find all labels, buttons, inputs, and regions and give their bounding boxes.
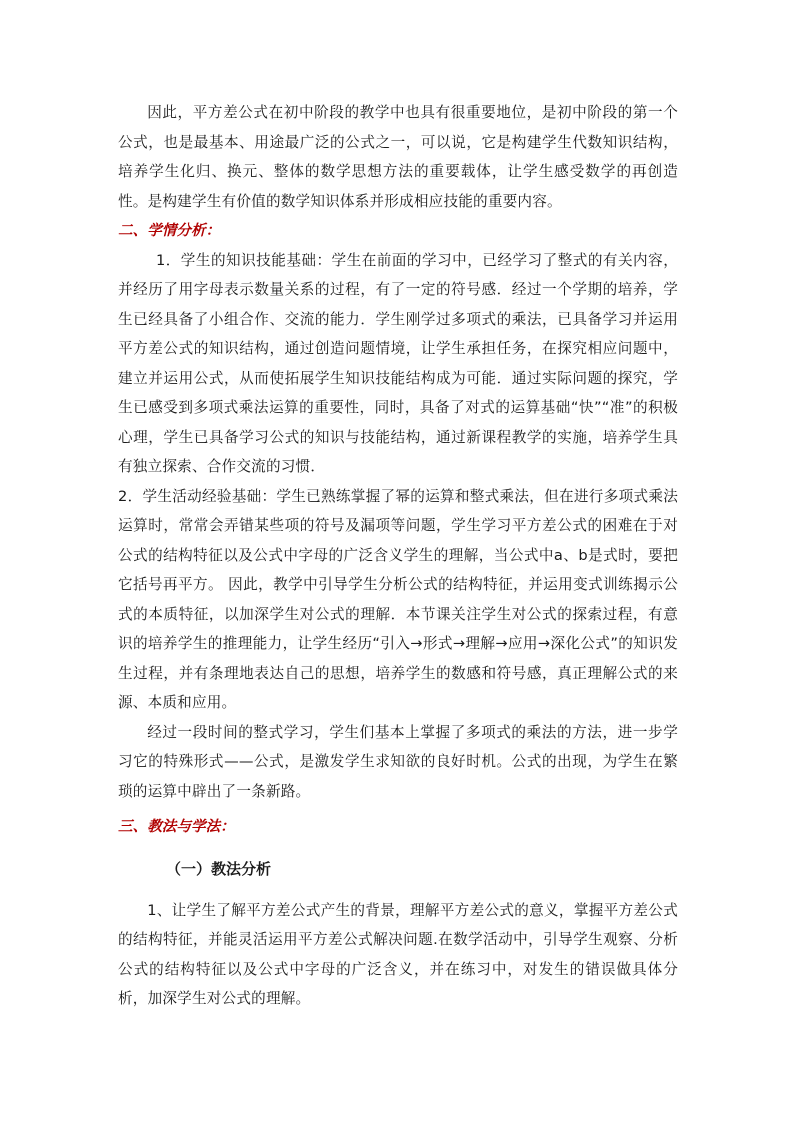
- paragraph-teaching-analysis-1: 1、让学生了解平方差公式产生的背景，理解平方差公式的意义，掌握平方差公式的结构特征，并能灵活运用平方差公式解决问题.在数学活动中，引导学生观察、分析公式的结构特征以及公式中字母的广泛含义，并在练习中，对发生的错误做具体分析，加深学生对公式的理解。: [118, 901, 678, 1007]
- paragraph-formula-intro: 经过一段时间的整式学习，学生们基本上掌握了多项式的乘法的方法，进一步学习它的特殊形式——公式，是激发学生求知欲的良好时机。公式的出现，为学生在繁琐的运算中辟出了一条新路。: [118, 723, 678, 800]
- section-heading-teaching-methods: 三、教法与学法：: [118, 818, 235, 835]
- paragraph-importance: 因此，平方差公式在初中阶段的教学中也具有很重要地位，是初中阶段的第一个公式，也是最基本、用途最广泛的公式之一，可以说，它是构建学生代数知识结构，培养学生化归、换元、整体的数学思想方法的重要载体，让学生感受数学的再创造性。是构建学生有价值的数学知识体系并形成相应技能的重要内容。: [118, 104, 678, 210]
- subheading-teaching-analysis: （一）教法分析: [166, 859, 272, 878]
- document-body: [118, 98, 678, 1014]
- paragraph-knowledge-base: 1．学生的知识技能基础：学生在前面的学习中，已经学习了整式的有关内容，并经历了用字母表示数量关系的过程，有了一定的符号感．经过一个学期的培养，学生已经具备了小组合作、交流的能力．学生刚学过多项式的乘法，已具备学习并运用平方差公式的知识结构，通过创造问题情境，让学生承担任务，在探究相应问题中，建立并运用公式，从而使拓展学生知识技能结构成为可能．通过实际问题的探究，学生已感受到多项式乘法运算的重要性，同时，具备了对式的运算基础“快”“准”的积极心理，学生已具备学习公式的知识与技能结构，通过新课程教学的实施，培养学生具有独立探索、合作交流的习惯．: [118, 251, 678, 475]
- paragraph-activity-experience: 2．学生活动经验基础：学生已熟练掌握了幂的运算和整式乘法，但在进行多项式乘法运算时，常常会弄错某些项的符号及漏项等问题，学生学习平方差公式的困难在于对公式的结构特征以及公式中字母的广泛含义学生的理解，当公式中a、b是式时，要把它括号再平方。 因此，教学中引导学生分析公式的结构特征，并运用变式训练揭示公式的本质特征，以加深学生对公式的理解．本节课关注学生对公式的探索过程，有意识的培养学生的推理能力，让学生经历“引入→形式→理解→应用→深化公式”的知识发生过程，并有条理地表达自己的思想，培养学生的数感和符号感，真正理解公式的来源、本质和应用。: [118, 487, 678, 711]
- section-heading-student-analysis: 二、学情分析：: [118, 222, 221, 239]
